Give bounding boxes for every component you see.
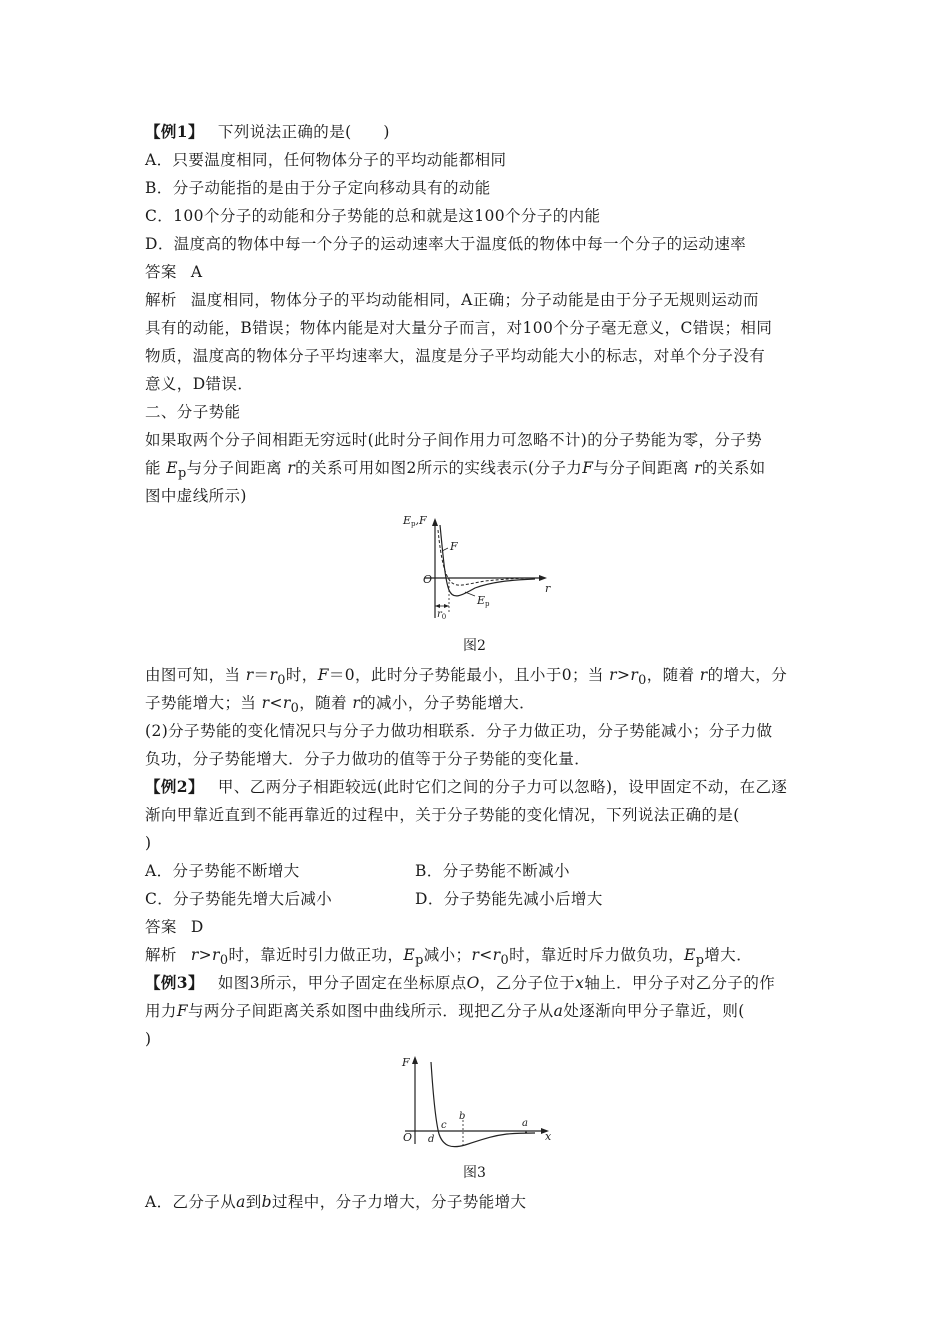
symbol: E (403, 946, 416, 964)
x-axis-label: x (545, 1130, 552, 1143)
y-axis-label: Ep,F (403, 514, 427, 528)
text: 增大． (704, 946, 753, 964)
figure-2-potential-energy-graph (395, 510, 565, 625)
text: ，乙分子位于 (479, 974, 576, 992)
symbol: O (466, 974, 480, 992)
symbol: r (630, 666, 639, 684)
example-2-answer (145, 917, 204, 937)
symbol: r (694, 459, 702, 477)
r0-arrow-right (444, 604, 449, 608)
answer-label: 答案 (145, 918, 177, 936)
text: 到 (245, 1193, 262, 1211)
option-b: B．分子势能不断减小 (415, 862, 570, 880)
text: 子势能增大；当 (145, 694, 262, 712)
point-d-label: d (428, 1134, 435, 1145)
fig2-text-line-3: (2)分子势能的变化情况只与分子力做功相联系．分子力做正功，分子势能减小；分子力做 (145, 722, 773, 740)
option-b: B．分子动能指的是由于分子定向移动具有的动能 (145, 179, 491, 197)
symbol: F (176, 1002, 188, 1020)
text: 轴上．甲分子对乙分子的作 (584, 974, 776, 992)
symbol: r (471, 946, 480, 964)
symbol: b (261, 1193, 272, 1211)
force-curve (438, 530, 535, 585)
example-2-question-line-3: ) (145, 834, 152, 852)
r0-arrow-left (435, 604, 440, 608)
text: 与两分子间距离关系如图中曲线所示．现把乙分子从 (187, 1002, 554, 1020)
option-c: C．100个分子的动能和分子势能的总和就是这100个分子的内能 (145, 207, 601, 225)
x-axis-label: r (545, 582, 551, 595)
text: 由图可知，当 (145, 666, 246, 684)
figure-3-force-graph (395, 1048, 565, 1148)
symbol: a (236, 1193, 246, 1211)
force-curve (431, 1062, 535, 1147)
text: 用力 (145, 1002, 177, 1020)
symbol: r (492, 946, 501, 964)
subscript: 0 (500, 953, 510, 969)
analysis-line-2: 具有的动能，B错误；物体内能是对大量分子而言，对100个分子毫无意义，C错误；相同 (145, 319, 773, 337)
text: 时，靠近时引力做正功， (228, 946, 404, 964)
example-tag: 【例3】 (145, 973, 204, 992)
x-axis-arrow (539, 575, 547, 581)
text: > (616, 666, 631, 684)
symbol: r (282, 694, 291, 712)
question-text: 下列说法正确的是( ) (217, 123, 390, 141)
text: < (269, 694, 283, 712)
text: 的增大，分 (707, 666, 788, 684)
example-3-question-line-1 (145, 973, 775, 993)
symbol: r (287, 459, 296, 477)
symbol: F (582, 459, 594, 477)
potential-energy-curve (440, 525, 535, 596)
symbol: a (553, 1002, 564, 1020)
text: 过程中，分子力增大，分子势能增大 (272, 1193, 527, 1211)
y-axis-label: F (402, 1056, 410, 1069)
analysis-line-3: 物质，温度高的物体分子平均速率大，温度是分子平均动能大小的标志，对单个分子没有 (145, 347, 766, 365)
answer-line (145, 262, 202, 282)
symbol: x (575, 974, 585, 992)
question-text: 甲、乙两分子相距较远(此时它们之间的分子力可以忽略)，设甲固定不动，在乙逐 (217, 778, 788, 796)
option-c: C．分子势能先增大后减小 (145, 890, 333, 908)
analysis-label: 解析 (145, 946, 177, 964)
example-tag: 【例1】 (145, 122, 204, 141)
subscript: p (415, 953, 424, 969)
point-a-label: a (522, 1118, 528, 1129)
text: 能 (145, 459, 167, 477)
example-2-options-row-2 (145, 889, 603, 909)
example-3-option-a (145, 1192, 526, 1212)
analysis-line-4: 意义，D错误． (145, 375, 254, 393)
figure-2-caption: 图2 (463, 638, 486, 654)
subscript: 0 (219, 953, 229, 969)
symbol: r (269, 666, 278, 684)
symbol: r (352, 694, 361, 712)
analysis-line-1 (145, 290, 759, 310)
intro-line-3: 图中虚线所示) (145, 487, 247, 505)
analysis-label: 解析 (145, 291, 177, 309)
figure-3-caption: 图3 (463, 1165, 486, 1181)
fig2-text-line-1 (145, 665, 787, 691)
subscript: 0 (290, 701, 300, 717)
point-a (525, 1132, 527, 1134)
text: ，随着 (646, 666, 700, 684)
option-d: D．分子势能先减小后增大 (415, 890, 603, 908)
symbol: E (166, 459, 178, 477)
text: 的减小，分子势能增大． (360, 694, 536, 712)
symbol: r (261, 694, 270, 712)
option-d: D．温度高的物体中每一个分子的运动速率大于温度低的物体中每一个分子的运动速率 (145, 235, 747, 253)
text: < (479, 946, 493, 964)
ep-curve-label: Ep (477, 594, 490, 608)
text: A．乙分子从 (145, 1193, 237, 1211)
text: 如图3所示，甲分子固定在坐标原点 (217, 974, 467, 992)
text: 的关系可用如图2所示的实线表示(分子力 (295, 459, 583, 477)
answer-value: D (190, 918, 204, 936)
symbol: F (317, 666, 329, 684)
text: > (198, 946, 213, 964)
text: 减小； (423, 946, 472, 964)
subscript: 0 (277, 673, 286, 689)
fig2-text-line-4: 负功，分子势能增大．分子力做功的值等于分子势能的变化量． (145, 750, 591, 768)
option-a: A．分子势能不断增大 (145, 862, 300, 880)
text: 时，靠近时斥力做负功， (509, 946, 684, 964)
example-tag: 【例2】 (145, 777, 204, 796)
analysis-text: 温度相同，物体分子的平均动能相同，A正确；分子动能是由于分子无规则运动而 (190, 291, 759, 309)
subscript: p (177, 466, 187, 482)
subscript: 0 (638, 673, 647, 689)
r0-label: $r_0$ (437, 609, 447, 621)
subscript: p (695, 953, 705, 969)
origin-label: O (403, 1131, 413, 1144)
text: 时， (285, 666, 318, 684)
text: 的关系如 (701, 459, 766, 477)
example-2-analysis (145, 945, 752, 971)
symbol: r (245, 666, 254, 684)
symbol: r (190, 946, 199, 964)
example-2-question-line-2: 渐向甲靠近直到不能再靠近的过程中，关于分子势能的变化情况，下列说法正确的是( (145, 806, 740, 824)
option-a: A．只要温度相同，任何物体分子的平均动能都相同 (145, 151, 507, 169)
origin-label: O (423, 573, 433, 586)
y-axis-arrow (412, 1056, 418, 1064)
f-curve-label: F (450, 540, 458, 553)
symbol: E (684, 946, 696, 964)
y-axis-arrow (432, 518, 438, 526)
text: ＝0，此时分子势能最小，且小于0；当 (328, 666, 610, 684)
symbol: r (699, 666, 708, 684)
text: 处逐渐向甲分子靠近，则( (563, 1002, 745, 1020)
answer-value: A (190, 263, 203, 281)
example-1-question (145, 122, 390, 142)
example-3-question-line-2 (145, 1001, 745, 1021)
ep-leader (465, 592, 475, 596)
point-b-label: b (459, 1111, 466, 1122)
section-heading: 二、分子势能 (145, 403, 241, 421)
text: ，随着 (299, 694, 353, 712)
fig2-text-line-2 (145, 693, 535, 719)
text: 与分子间距离 (186, 459, 288, 477)
symbol: r (609, 666, 617, 684)
text: ＝ (253, 666, 270, 684)
symbol: r (212, 946, 220, 964)
answer-label: 答案 (145, 263, 177, 281)
intro-line-2 (145, 458, 766, 484)
text: 与分子间距离 (593, 459, 695, 477)
intro-line-1: 如果取两个分子间相距无穷远时(此时分子间作用力可忽略不计)的分子势能为零，分子势 (145, 431, 763, 449)
example-2-question-line-1 (145, 777, 787, 797)
example-3-question-line-3: ) (145, 1030, 152, 1048)
example-2-options-row-1 (145, 861, 570, 881)
point-c-label: c (441, 1120, 447, 1131)
